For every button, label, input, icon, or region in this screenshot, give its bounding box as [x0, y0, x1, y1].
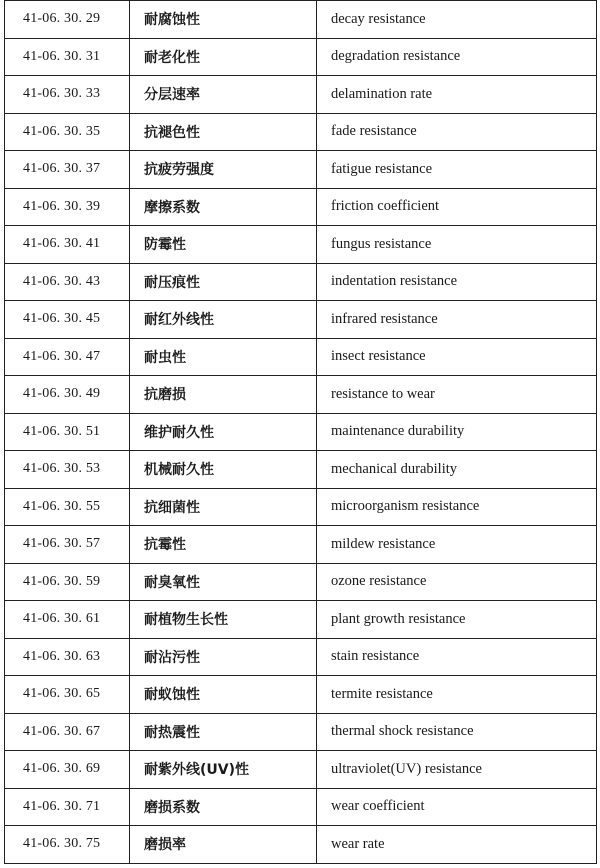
term-english: infrared resistance	[317, 301, 597, 339]
table-row	[5, 601, 597, 639]
term-english: termite resistance	[317, 676, 597, 714]
term-chinese: 耐蚁蚀性	[130, 676, 317, 714]
term-chinese: 机械耐久性	[130, 451, 317, 489]
term-english: ultraviolet(UV) resistance	[317, 751, 597, 789]
term-code: 41-06. 30. 37	[5, 151, 130, 189]
term-code: 41-06. 30. 33	[5, 76, 130, 114]
term-chinese: 耐虫性	[130, 338, 317, 376]
term-english: fungus resistance	[317, 226, 597, 264]
term-english: resistance to wear	[317, 376, 597, 414]
term-english: plant growth resistance	[317, 601, 597, 639]
term-code: 41-06. 30. 41	[5, 226, 130, 264]
term-chinese: 耐老化性	[130, 38, 317, 76]
term-chinese: 磨损系数	[130, 788, 317, 826]
table-row	[5, 226, 597, 264]
term-english: decay resistance	[317, 1, 597, 39]
term-code: 41-06. 30. 53	[5, 451, 130, 489]
term-english: microorganism resistance	[317, 488, 597, 526]
term-chinese: 耐热震性	[130, 713, 317, 751]
term-english: fatigue resistance	[317, 151, 597, 189]
term-english: friction coefficient	[317, 188, 597, 226]
term-chinese: 耐沾污性	[130, 638, 317, 676]
table-row	[5, 638, 597, 676]
term-chinese: 抗褪色性	[130, 113, 317, 151]
term-code: 41-06. 30. 49	[5, 376, 130, 414]
term-code: 41-06. 30. 67	[5, 713, 130, 751]
term-english: thermal shock resistance	[317, 713, 597, 751]
term-english: delamination rate	[317, 76, 597, 114]
term-code: 41-06. 30. 51	[5, 413, 130, 451]
term-chinese: 耐压痕性	[130, 263, 317, 301]
table-row	[5, 151, 597, 189]
terminology-table-body	[5, 1, 597, 864]
table-row	[5, 113, 597, 151]
table-row	[5, 713, 597, 751]
term-code: 41-06. 30. 69	[5, 751, 130, 789]
term-chinese: 摩擦系数	[130, 188, 317, 226]
term-english: insect resistance	[317, 338, 597, 376]
term-code: 41-06. 30. 71	[5, 788, 130, 826]
term-english: wear coefficient	[317, 788, 597, 826]
term-code: 41-06. 30. 43	[5, 263, 130, 301]
term-chinese: 抗霉性	[130, 526, 317, 564]
term-english: indentation resistance	[317, 263, 597, 301]
term-code: 41-06. 30. 65	[5, 676, 130, 714]
table-row	[5, 788, 597, 826]
term-chinese: 抗疲劳强度	[130, 151, 317, 189]
term-code: 41-06. 30. 75	[5, 826, 130, 864]
term-english: ozone resistance	[317, 563, 597, 601]
table-row	[5, 676, 597, 714]
table-row	[5, 76, 597, 114]
term-chinese: 磨损率	[130, 826, 317, 864]
table-row	[5, 1, 597, 39]
term-chinese: 耐腐蚀性	[130, 1, 317, 39]
term-code: 41-06. 30. 57	[5, 526, 130, 564]
term-code: 41-06. 30. 61	[5, 601, 130, 639]
term-chinese: 耐臭氧性	[130, 563, 317, 601]
table-row	[5, 38, 597, 76]
term-chinese: 耐红外线性	[130, 301, 317, 339]
table-row	[5, 751, 597, 789]
term-english: mechanical durability	[317, 451, 597, 489]
term-code: 41-06. 30. 59	[5, 563, 130, 601]
table-row	[5, 188, 597, 226]
term-english: wear rate	[317, 826, 597, 864]
term-chinese: 抗磨损	[130, 376, 317, 414]
table-row	[5, 488, 597, 526]
term-code: 41-06. 30. 29	[5, 1, 130, 39]
term-english: maintenance durability	[317, 413, 597, 451]
table-row	[5, 451, 597, 489]
table-row	[5, 526, 597, 564]
term-english: degradation resistance	[317, 38, 597, 76]
term-chinese: 分层速率	[130, 76, 317, 114]
terminology-table	[4, 0, 597, 864]
term-chinese: 防霉性	[130, 226, 317, 264]
term-english: mildew resistance	[317, 526, 597, 564]
table-row	[5, 826, 597, 864]
term-code: 41-06. 30. 45	[5, 301, 130, 339]
term-code: 41-06. 30. 55	[5, 488, 130, 526]
table-row	[5, 338, 597, 376]
term-chinese: 耐植物生长性	[130, 601, 317, 639]
term-code: 41-06. 30. 47	[5, 338, 130, 376]
term-english: fade resistance	[317, 113, 597, 151]
table-row	[5, 563, 597, 601]
term-chinese: 耐紫外线(UV)性	[130, 751, 317, 789]
table-row	[5, 263, 597, 301]
term-chinese: 抗细菌性	[130, 488, 317, 526]
term-code: 41-06. 30. 35	[5, 113, 130, 151]
term-english: stain resistance	[317, 638, 597, 676]
term-chinese: 维护耐久性	[130, 413, 317, 451]
table-row	[5, 301, 597, 339]
term-code: 41-06. 30. 39	[5, 188, 130, 226]
term-code: 41-06. 30. 31	[5, 38, 130, 76]
table-row	[5, 413, 597, 451]
term-code: 41-06. 30. 63	[5, 638, 130, 676]
table-row	[5, 376, 597, 414]
